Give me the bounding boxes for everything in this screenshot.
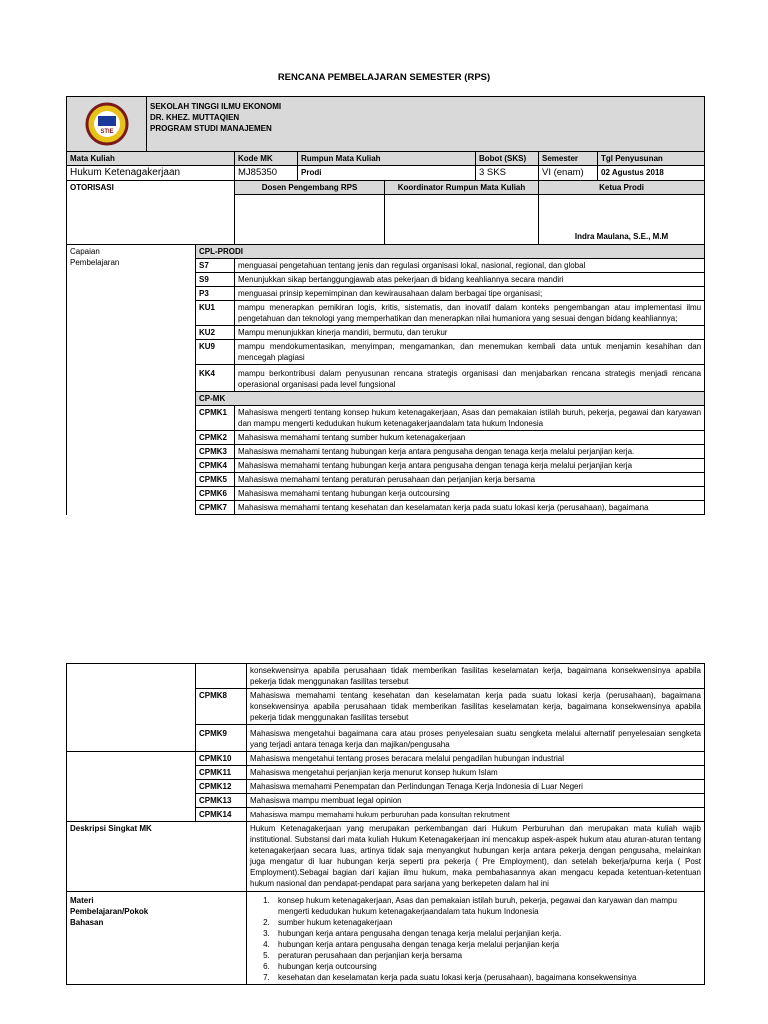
cpl-code: S7 bbox=[196, 259, 235, 273]
cpmk-text: Mahasiswa memahami Penempatan dan Perlindungan Tenaga Kerja Indonesia di Luar Negeri bbox=[247, 780, 705, 794]
course-code: MJ85350 bbox=[235, 166, 298, 181]
cpmk-code: CPMK14 bbox=[196, 808, 247, 822]
cpl-code: S9 bbox=[196, 273, 235, 287]
document-title: RENCANA PEMBELAJARAN SEMESTER (RPS) bbox=[277, 72, 491, 83]
materi-label-3: Bahasan bbox=[70, 918, 104, 927]
label-kode-mk: Kode MK bbox=[235, 152, 298, 166]
dosen-signature bbox=[235, 195, 385, 245]
cpmk-code: CPMK13 bbox=[196, 794, 247, 808]
program-name: PROGRAM STUDI MANAJEMEN bbox=[150, 124, 272, 133]
institution-logo bbox=[84, 102, 130, 146]
cpl-code: P3 bbox=[196, 287, 235, 301]
list-item: 7. kesehatan dan keselamatan kerja pada suatu lokasi kerja (perusahaan), bagaimana konsekwensinya bbox=[272, 972, 701, 983]
course-bobot: 3 SKS bbox=[476, 166, 539, 181]
cpl-code: KK4 bbox=[196, 365, 235, 392]
cpmk-code: CPMK6 bbox=[196, 487, 235, 501]
ketua-header: Ketua Prodi bbox=[539, 181, 705, 195]
cpmk-code: CPMK2 bbox=[196, 431, 235, 445]
cpmk-text: konsekwensinya apabila perusahaan tidak memberikan fasilitas keselamatan kerja, bagaimana konsekwensinya apabila pekerja tidak menggunakan fasilitas tersebut bbox=[247, 664, 705, 689]
cpl-text: mampu berkontribusi dalam penyusunan rencana strategis organisasi dan menjabarkan rencana strategis menjadi rencana operasional organisasi pada level fungsional bbox=[235, 365, 705, 392]
label-bobot: Bobot (SKS) bbox=[476, 152, 539, 166]
cpmk-code: CPMK5 bbox=[196, 473, 235, 487]
list-item: 5. peraturan perusahaan dan perjanjian kerja bersama bbox=[272, 950, 701, 961]
table-row bbox=[67, 892, 705, 985]
materi-list bbox=[250, 895, 701, 983]
cpmk-code: CPMK1 bbox=[196, 406, 235, 431]
cpl-code: KU2 bbox=[196, 326, 235, 340]
cpl-text: menguasai pengetahuan tentang jenis dan regulasi organisasi lokal, nasional, regional, dan global bbox=[235, 259, 705, 273]
cpl-text: Menunjukkan sikap bertanggungjawab atas pekerjaan di bidang keahliannya secara mandiri bbox=[235, 273, 705, 287]
ketua-name: Indra Maulana, S.E., M.M bbox=[539, 195, 705, 245]
capaian-label-cont-2 bbox=[67, 752, 196, 822]
institution-header bbox=[147, 97, 705, 152]
cpmk-text: Mahasiswa mengetahui bagaimana cara atau proses penyelesaian suatu sengketa melalui alternatif penyelesaian sengketa yang terjadi antara tenaga kerja dan majikan/pengusaha bbox=[247, 725, 705, 752]
capaian-label-2: Pembelajaran bbox=[70, 258, 120, 267]
otorisasi-label: OTORISASI bbox=[67, 181, 235, 245]
label-mata-kuliah: Mata Kuliah bbox=[67, 152, 235, 166]
cpmk-code: CPMK10 bbox=[196, 752, 247, 766]
materi-list-cell bbox=[247, 892, 705, 985]
cpmk-code: CPMK3 bbox=[196, 445, 235, 459]
cpmk-text: Mahasiswa memahami tentang peraturan perusahaan dan perjanjian kerja bersama bbox=[235, 473, 705, 487]
table-row bbox=[67, 752, 705, 766]
list-item: 6. hubungan kerja outcoursing bbox=[272, 961, 701, 972]
materi-label-1: Materi bbox=[70, 896, 94, 905]
cpl-text: menguasai prinsip kepemimpinan dan kewirausahaan dalam berbagai tipe organisasi; bbox=[235, 287, 705, 301]
list-item: 1. konsep hukum ketenagakerjaan, Asas dan pemakaian istilah buruh, pekerja, pegawai dan karyawan dan mampu mengerti kedudukan hukum ketenagakerjaandalam tata hukum Indonesia bbox=[272, 895, 701, 917]
course-rumpun: Prodi bbox=[298, 166, 476, 181]
cpl-header: CPL-PRODI bbox=[196, 245, 705, 259]
table-row bbox=[67, 664, 705, 689]
capaian-label-1: Capaian bbox=[70, 247, 100, 256]
materi-label bbox=[67, 892, 247, 985]
course-name: Hukum Ketenagakerjaan bbox=[67, 166, 235, 181]
list-item: 2. sumber hukum ketenagakerjaan bbox=[272, 917, 701, 928]
cpl-code: KU1 bbox=[196, 301, 235, 326]
rps-table-page-1 bbox=[66, 96, 705, 515]
list-item: 3. hubungan kerja antara pengusaha dengan tenaga kerja melalui perjanjian kerja. bbox=[272, 928, 701, 939]
dosen-header: Dosen Pengembang RPS bbox=[235, 181, 385, 195]
course-tgl: 02 Agustus 2018 bbox=[598, 166, 705, 181]
label-tgl: Tgl Penyusunan bbox=[598, 152, 705, 166]
deskripsi-text: Hukum Ketenagakerjaan yang merupakan perkembangan dari Hukum Perburuhan dan merupakan mata kuliah wajib institutional. Substansi dari mata kuliah Hukum Ketenagakerjaan ini mencakup aspek-aspek hukum atau aturan-aturan tentang ketenagakerjaan secara luas, artinya tidak saja menyangkut hubungan kerja antara pekerja dengan pengusaha, melainkan juga mengatur di luar hubungan kerja seperti pra pekerja ( Pre Employment), dan setelah bekerja/purna kerja ( Post Employment).Sebagai bagian dari kajian ilmu hukum, maka pembahasannya akan mengacu kepada ketentuan-ketentuan hukum nasional dan pendapat-pendapat para sarjana yang berkepeten dalam hal ini bbox=[247, 822, 705, 892]
cpl-code: KU9 bbox=[196, 340, 235, 365]
cpmk-text: Mahasiswa mengetahui perjanjian kerja menurut konsep hukum Islam bbox=[247, 766, 705, 780]
cpmk-code: CPMK4 bbox=[196, 459, 235, 473]
capaian-label-cont bbox=[67, 664, 196, 752]
list-item: 4. hubungan kerja antara pengusaha dengan tenaga kerja melalui perjanjian kerja bbox=[272, 939, 701, 950]
cpl-text: Mampu menunjukkan kinerja mandiri, bermutu, dan terukur bbox=[235, 326, 705, 340]
logo-cell bbox=[67, 97, 147, 152]
cpmk-text: Mahasiswa memahami tentang sumber hukum ketenagakerjaan bbox=[235, 431, 705, 445]
cpmk-text: Mahasiswa mampu memahami hukum perburuhan pada konsultan rekrutment bbox=[247, 808, 705, 822]
institution-name: SEKOLAH TINGGI ILMU EKONOMI bbox=[150, 102, 282, 111]
table-row bbox=[67, 822, 705, 892]
cpmk-code: CPMK8 bbox=[196, 689, 247, 725]
cpmk-text: Mahasiswa memahami tentang hubungan kerja antara pengusaha dengan tenaga kerja melalui perjanjian kerja. bbox=[235, 445, 705, 459]
cpmk-header: CP-MK bbox=[196, 392, 705, 406]
cpmk-code: CPMK9 bbox=[196, 725, 247, 752]
materi-label-2: Pembelajaran/Pokok bbox=[70, 907, 149, 916]
cpmk-code-cont bbox=[196, 664, 247, 689]
cpmk-text: Mahasiswa mengerti tentang konsep hukum ketenagakerjaan, Asas dan pemakaian istilah buruh, pekerja, pegawai dan karyawan dan mampu mengerti kedudukan hukum ketenagakerjaandalam tata hukum Indonesia bbox=[235, 406, 705, 431]
institution-name-2: DR. KHEZ. MUTTAQIEN bbox=[150, 113, 240, 122]
rps-table-page-2 bbox=[66, 663, 705, 985]
cpmk-text: Mahasiswa memahami tentang kesehatan dan keselamatan kerja pada suatu lokasi kerja (perusahaan), bagaimana konsekwensinya apabila perusahaan tidak memberikan fasilitas keselamatan kerja, bagaimana konsekwensinya apabila pekerja tidak menggunakan fasilitas tersebut bbox=[247, 689, 705, 725]
deskripsi-label: Deskripsi Singkat MK bbox=[67, 822, 247, 892]
logo-text: STIE bbox=[99, 129, 114, 135]
cpmk-code: CPMK7 bbox=[196, 501, 235, 515]
label-rumpun: Rumpun Mata Kuliah bbox=[298, 152, 476, 166]
cpmk-code: CPMK12 bbox=[196, 780, 247, 794]
course-semester: VI (enam) bbox=[539, 166, 598, 181]
capaian-label bbox=[67, 245, 196, 515]
cpmk-code: CPMK11 bbox=[196, 766, 247, 780]
koordinator-header: Koordinator Rumpun Mata Kuliah bbox=[385, 181, 539, 195]
cpl-text: mampu mendokumentasikan, menyimpan, mengamankan, dan menemukan kembali data untuk menjamin kesahihan dan mencegah plagiasi bbox=[235, 340, 705, 365]
cpmk-text: Mahasiswa mampu membuat legal opinion bbox=[247, 794, 705, 808]
cpmk-text: Mahasiswa memahami tentang hubungan kerja antara pengusaha dengan tenaga kerja melalui perjanjian kerja bbox=[235, 459, 705, 473]
cpmk-text: Mahasiswa memahami tentang kesehatan dan keselamatan kerja pada suatu lokasi kerja (perusahaan), bagaimana bbox=[235, 501, 705, 515]
koordinator-signature bbox=[385, 195, 539, 245]
cpl-text: mampu menerapkan pemikiran logis, kritis, sistematis, dan inovatif dalam konteks pengembangan atau implementasi ilmu pengetahuan dan teknologi yang memperhatikan dan menerapkan nilai humaniora yang sesuai dengan bidang keahliannya; bbox=[235, 301, 705, 326]
cpmk-text: Mahasiswa memahami tentang hubungan kerja outcoursing bbox=[235, 487, 705, 501]
label-semester: Semester bbox=[539, 152, 598, 166]
cpmk-text: Mahasiswa mengetahui tentang proses beracara melalui pengadilan hubungan industrial bbox=[247, 752, 705, 766]
